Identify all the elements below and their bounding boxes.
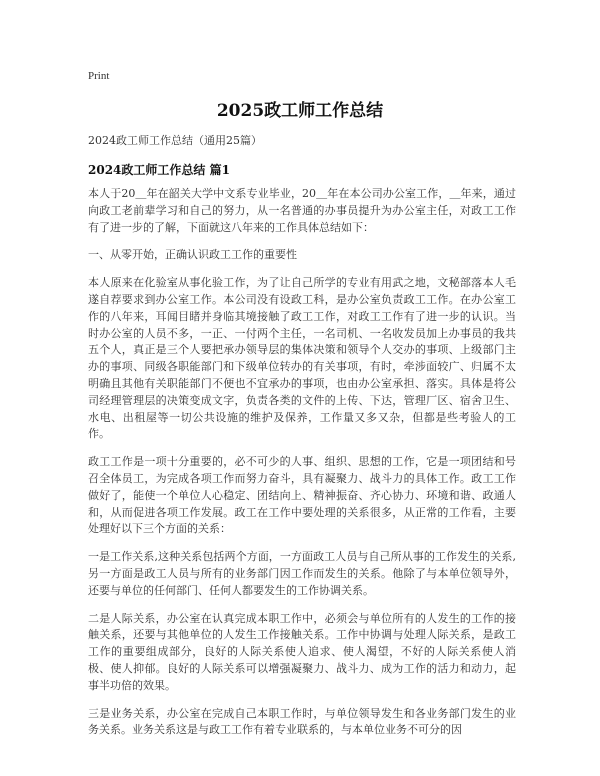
- paragraph-background: 本人原来在化验室从事化验工作，为了让自己所学的专业有用武之地，文秘部落本人毛遂自荐要求到办公室工作。本公司没有设政工科，是办公室负责政工工作。在办公室工作的八年来，耳闻目睹并身临其境接触了政工工作，对政工工作有了进一步的认识。当时办公室的人员不多，一正、一付两个主任，一名司机、一名收发员加上办事员的我共五个人，真正是三个人要把承办领导层的集体决策和领导个人交办的事项、上级部门主办的事项、同级各职能部门和下级单位转办的有关事项，有时，牵涉面较广、归属不太明确且其他有关职能部门不便也不宜承办的事项，也由办公室承担、落实。具体是将公司经理管理层的决策变成文字，负责各类的文件的上传、下达，管理厂区、宿舍卫生、水电、出租屋等一切公共设施的维护及保养，工作量又多又杂，但都是些考验人的工作。: [88, 276, 516, 441]
- print-link[interactable]: Print: [88, 70, 110, 82]
- paragraph-importance: 政工工作是一项十分重要的，必不可少的人事、组织、思想的工作，它是一项团结和号召全体员工，为完成各项工作而努力奋斗，具有凝聚力、战斗力的具体工作。政工工作做好了，能使一个单位人心稳定、团结向上、精神振奋、齐心协力、环境和谐、政通人和，从而促进各项工作发展。政工在工作中要处理的关系很多，从正常的工作看，主要处理好以下三个方面的关系：: [88, 455, 516, 536]
- page-title: 2025政工师工作总结: [216, 101, 384, 121]
- paragraph-work-relations: 一是工作关系,这种关系包括两个方面，一方面政工人员与自己所从事的工作发生的关系,另一方面是政工人员与所有的业务部门因工作而发生的关系。他除了与本单位领导外，还要与单位的任何部门、任何人都要发生的工作协调关系。: [88, 550, 516, 597]
- paragraph-personal-relations: 二是人际关系，办公室在认真完成本职工作中，必须会与单位所有的人发生的工作的接触关系，还要与其他单位的人发生工作接触关系。工作中协调与处理人际关系，是政工工作的重要组成部分，良好的人际关系使人追求、使人渴望，不好的人际关系使人消极、使人抑郁。良好的人际关系可以增强凝聚力、战斗力、成为工作的活力和动力，起事半功倍的效果。: [88, 611, 516, 692]
- section-heading: 2024政工师工作总结 篇1: [88, 163, 230, 177]
- paragraph-business-relations: 三是业务关系，办公室在完成自己本职工作时，与单位领导发生和各业务部门发生的业务关系。业务关系这是与政工工作有着专业联系的，与本单位业务不可分的因: [88, 706, 516, 737]
- paragraph-intro: 本人于20＿年在韶关大学中文系专业毕业，20＿年在本公司办公室工作，＿年来，通过向政工老前辈学习和自己的努力，从一名普通的办事员提升为办公室主任，对政工工作有了进一步的了解，下面就这八年来的工作具体总结如下：: [88, 187, 516, 234]
- document-subtitle: 2024政工师工作总结（通用25篇）: [88, 134, 262, 147]
- paragraph-heading-one: 一、从零开始，正确认识政工工作的重要性: [88, 248, 297, 262]
- document-body: [88, 186, 516, 750]
